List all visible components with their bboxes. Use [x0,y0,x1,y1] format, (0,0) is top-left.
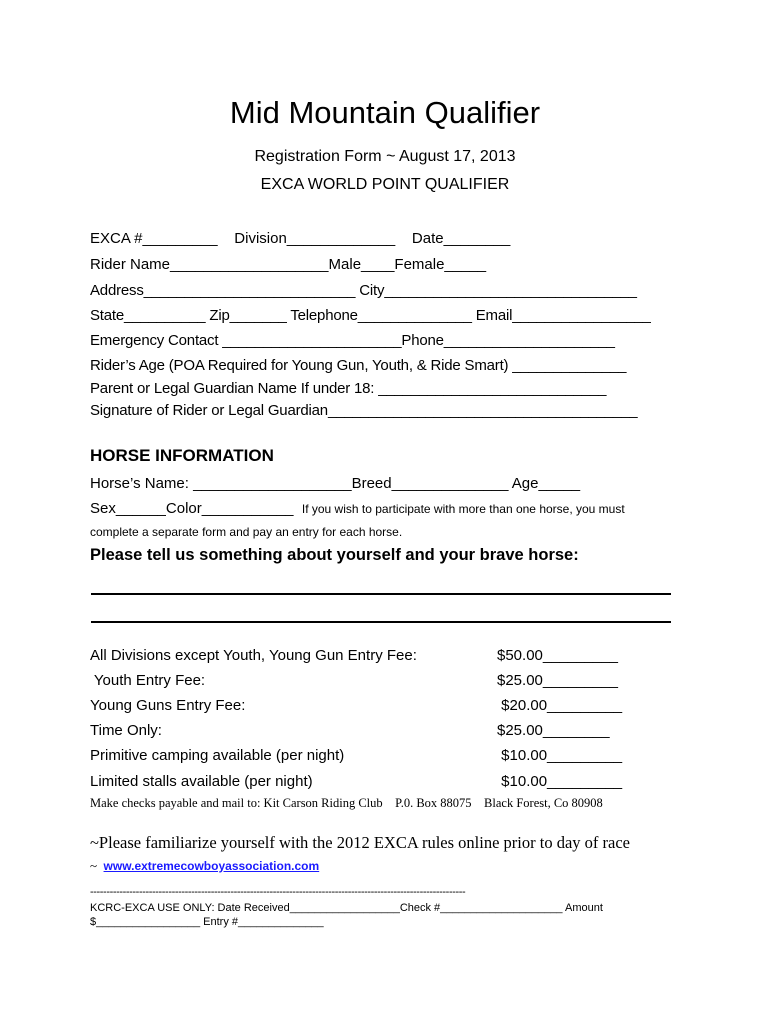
emergency-contact-fields[interactable]: Emergency Contact ______________________Phone_____________________ [90,332,615,349]
fee-label-time-only: Time Only: [90,722,162,739]
horse-name-breed-age-fields[interactable]: Horse’s Name: ___________________Breed______________ Age_____ [90,475,581,492]
fee-label-stalls: Limited stalls available (per night) [90,773,313,790]
office-use-line-2[interactable]: $_________________ Entry #______________ [90,916,324,928]
about-answer-line-2[interactable] [91,621,671,623]
fee-amount-all-divisions[interactable]: $50.00_________ [497,647,618,664]
fee-label-youth: Youth Entry Fee: [90,672,206,689]
mail-instructions: Make checks payable and mail to: Kit Carson Riding Club P.0. Box 88075 Black Forest, Co 80908 [90,796,603,810]
website-row [90,858,319,874]
multi-horse-note-continued: complete a separate form and pay an entry for each horse. [90,525,403,539]
office-use-line-1[interactable]: KCRC-EXCA USE ONLY: Date Received__________________Check #____________________ Amount [90,902,603,914]
page-title: Mid Mountain Qualifier [229,95,541,130]
fee-amount-time-only[interactable]: $25.00________ [497,722,610,739]
website-link[interactable]: www.extremecowboyassociation.com [103,859,320,873]
fee-label-camping: Primitive camping available (per night) [90,747,345,764]
website-prefix: ~ [90,858,104,873]
state-zip-phone-email-fields[interactable]: State__________ Zip_______ Telephone______________ Email_________________ [90,307,651,324]
horse-info-heading: HORSE INFORMATION [90,446,274,465]
fee-amount-stalls[interactable]: $10.00_________ [497,773,623,790]
horse-sex-color-row [90,500,625,517]
rider-age-field[interactable]: Rider’s Age (POA Required for Young Gun, Youth, & Ride Smart) ______________ [90,357,627,374]
exca-division-date-fields[interactable]: EXCA #_________ Division_____________ Date________ [90,230,511,247]
fee-amount-camping[interactable]: $10.00_________ [497,747,623,764]
fee-amount-youth[interactable]: $25.00_________ [497,672,618,689]
signature-field[interactable]: Signature of Rider or Legal Guardian______________________________________ [90,402,638,419]
form-subtitle: Registration Form ~ August 17, 2013 [254,148,516,165]
address-city-fields[interactable]: Address__________________________ City_______________________________ [90,282,637,299]
about-answer-line-1[interactable] [91,593,671,595]
rider-name-gender-fields[interactable]: Rider Name___________________Male____Female_____ [90,256,487,273]
qualifier-label: EXCA WORLD POINT QUALIFIER [260,176,510,193]
about-heading: Please tell us something about yourself and your brave horse: [90,546,579,564]
fee-label-young-guns: Young Guns Entry Fee: [90,697,246,714]
sex-color-fields[interactable]: Sex______Color___________ [90,500,294,517]
multi-horse-note: If you wish to participate with more than one horse, you must [301,502,625,516]
guardian-name-field[interactable]: Parent or Legal Guardian Name If under 18: ____________________________ [90,380,607,397]
fee-label-all-divisions: All Divisions except Youth, Young Gun Entry Fee: [90,647,417,664]
office-divider: ------------------------------------------------------------------------------------------------------------------- [90,886,466,898]
fee-amount-young-guns[interactable]: $20.00_________ [497,697,623,714]
rules-notice: ~Please familiarize yourself with the 2012 EXCA rules online prior to day of race [90,833,630,852]
